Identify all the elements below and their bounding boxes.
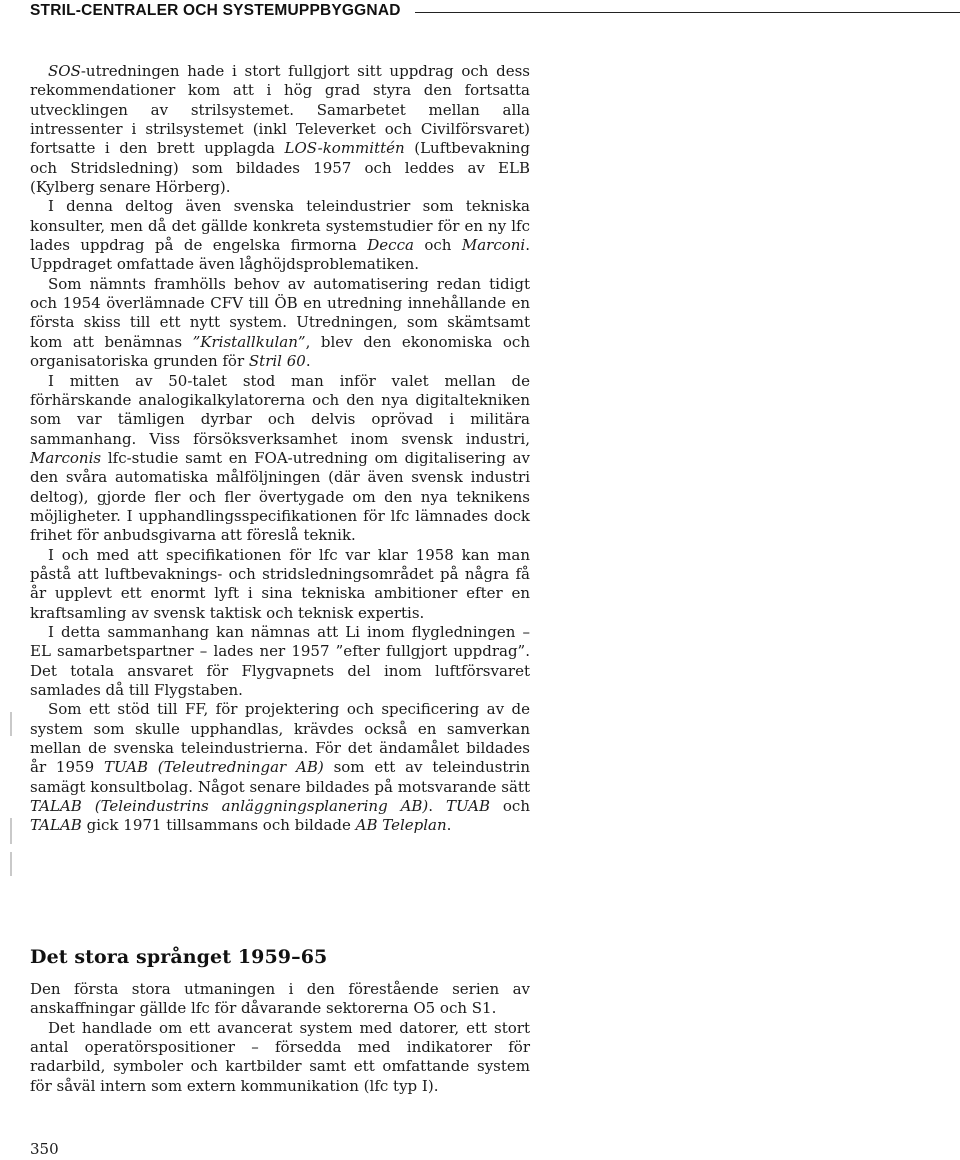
text-run: I mitten av 50-talet stod man inför valet mellan de förhärskande analogikalkylatorerna och den nya digitaltekniken som var tämligen dyrbar och delvis oprövad i militära sammanhang. Viss försöksverksamhet inom svensk industri, <box>30 371 530 448</box>
page-number: 350 <box>30 1140 59 1158</box>
body-paragraph <box>30 623 530 700</box>
text-run: . <box>446 816 452 835</box>
text-run: lfc-studie samt en FOA-utredning om digitalisering av den svåra automatiska målföljningen (där även svensk industri deltog), gjorde fler och fler övertygade om den nya teknikens möjligheter. I upphandlingsspecifikationen för lfc lämnades dock frihet för anbudsgivarna att föreslå teknik. <box>30 448 530 545</box>
text-run: och <box>490 797 530 816</box>
body-paragraph <box>30 275 530 372</box>
italic-run: Marconis <box>30 448 102 467</box>
text-run: och <box>413 236 462 255</box>
text-run: . Uppdraget omfattade även låghöjdsproblematiken. <box>30 236 530 274</box>
running-head-title: STRIL-CENTRALER OCH SYSTEMUPPBYGGNAD <box>30 2 401 19</box>
section-heading: Det stora språnget 1959–65 <box>30 946 328 968</box>
italic-run: TUAB (Teleutredningar AB) <box>103 758 324 777</box>
text-run: Som ett stöd till FF, för projektering och specificering av de system som skulle upphandlas, krävdes också en samverkan mellan de svenska teleindustrierna. För det ändamålet bildades år 1959 <box>30 700 530 777</box>
italic-run: Marconi <box>461 236 526 255</box>
body-paragraph <box>30 546 530 623</box>
running-head-rule <box>415 12 960 13</box>
italic-run: TALAB (Teleindustrins anläggningsplanering AB) <box>30 797 429 816</box>
section-paragraph: Det handlade om ett avancerat system med datorer, ett stort antal operatörspositioner – försedda med indikatorer för radarbild, symboler och kartbilder samt ett omfattande system för såväl intern som extern kommunikation (lfc typ I). <box>30 1018 530 1095</box>
body-paragraph <box>30 700 530 835</box>
text-run: I detta sammanhang kan nämnas att Li inom flygledningen – EL samarbetspartner – lades ner 1957 ”efter fullgjort uppdrag”. Det totala ansvaret för Flygvapnets del inom luftförsvaret samlades då till Flygstaben. <box>30 622 530 699</box>
scan-artifact <box>10 852 12 876</box>
body-paragraph <box>30 197 530 274</box>
text-run: . <box>428 797 446 816</box>
text-run: -utredningen hade i stort fullgjort sitt uppdrag och dess rekommendationer kom att i hög grad styra den fortsatta utvecklingen av strilsystemet. Samarbetet mellan alla intressenter i strilsystemet (inkl Televerket och Civilförsvaret) fortsatte i den brett upplagda <box>30 62 530 158</box>
italic-run: Decca <box>367 236 414 255</box>
scan-artifact <box>10 818 12 844</box>
italic-run: Stril 60 <box>248 352 306 371</box>
section-body <box>30 980 530 1096</box>
section-paragraph: Den första stora utmaningen i den förestående serien av anskaffningar gällde lfc för dåvarande sektorerna O5 och S1. <box>30 980 530 1018</box>
scan-artifact <box>10 712 12 736</box>
body-paragraph <box>30 62 530 197</box>
italic-run: SOS <box>48 62 81 80</box>
text-run: Som nämnts framhölls behov av automatisering redan tidigt och 1954 överlämnade CFV till ÖB en utredning innehållande en första skiss till ett nytt system. Utredningen, som skämtsamt kom att benämnas <box>30 274 530 351</box>
italic-run: TUAB <box>445 797 490 816</box>
italic-run: LOS-kommittén <box>284 139 405 158</box>
text-run: som ett av teleindustrin samägt konsultbolag. Något senare bildades på motsvarande sätt <box>30 758 530 796</box>
text-run: . <box>305 352 311 371</box>
italic-run: AB Teleplan <box>355 816 447 835</box>
italic-run: ”Kristallkulan” <box>192 332 306 351</box>
text-run: I denna deltog även svenska teleindustrier som tekniska konsulter, men då det gällde konkreta systemstudier för en ny lfc lades uppdrag på de engelska firmorna <box>30 197 530 255</box>
main-text-column <box>30 62 530 836</box>
running-head <box>30 0 960 22</box>
section-det-stora-spranget <box>30 946 530 1096</box>
italic-run: TALAB <box>30 816 82 835</box>
text-run: (Luftbevakning och Stridsledning) som bildades 1957 och leddes av ELB (Kylberg senare Hörberg). <box>30 139 530 197</box>
text-run: I och med att specifikationen för lfc var klar 1958 kan man påstå att luftbevaknings- och stridsledningsområdet på några få år upplevt ett enormt lyft i sina tekniska ambitioner efter en kraftsamling av svensk taktisk och teknisk expertis. <box>30 545 530 622</box>
text-run: gick 1971 tillsammans och bildade <box>81 816 356 835</box>
body-paragraph <box>30 372 530 546</box>
text-run: , blev den ekonomiska och organisatoriska grunden för <box>30 332 530 371</box>
